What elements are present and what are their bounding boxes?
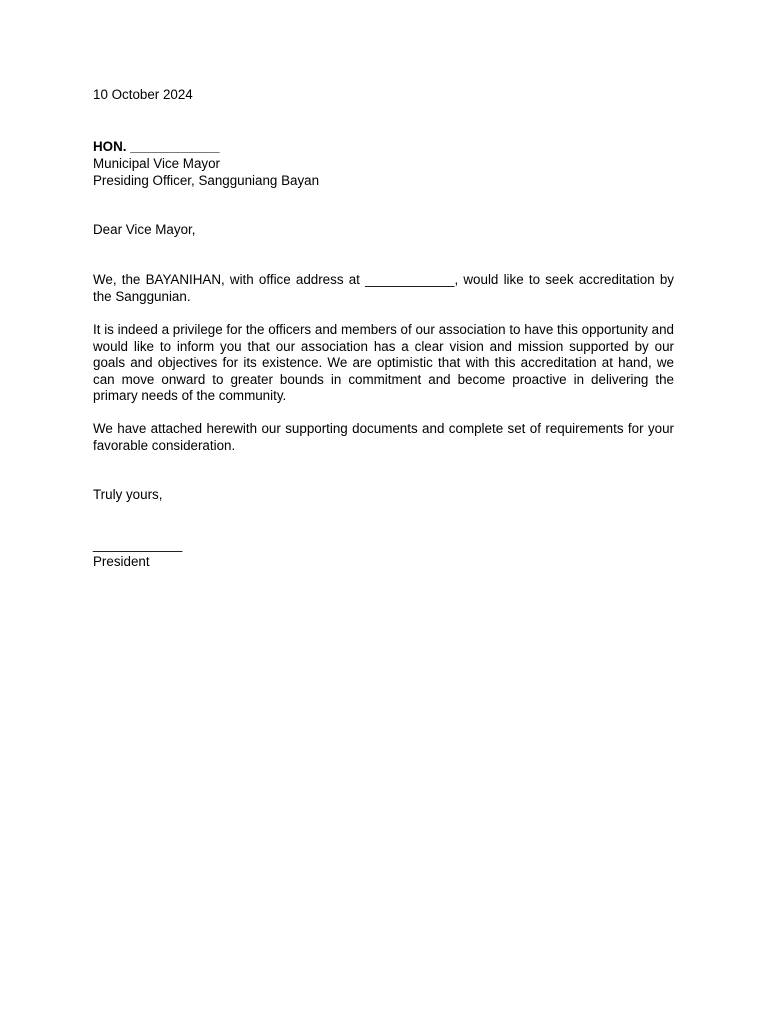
closing: Truly yours,	[93, 487, 163, 502]
signature-line: ____________	[93, 537, 183, 552]
letter-date: 10 October 2024	[93, 87, 193, 102]
body-paragraph-2: It is indeed a privilege for the officers and members of our association to have this opportunity and would like to inform you that our association has a clear vision and mission supported by our goals and objectives for its existence. We are optimistic that with this accreditation at hand, we can move onward to greater bounds in commitment and become proactive in delivering the primary needs of the community.	[93, 322, 674, 404]
body-paragraph-3: We have attached herewith our supporting documents and complete set of requirements for your favorable consideration.	[93, 421, 674, 453]
recipient-office: Presiding Officer, Sangguniang Bayan	[93, 173, 320, 188]
signatory-title: President	[93, 554, 150, 569]
recipient-honorific: HON. ____________	[93, 139, 220, 154]
salutation: Dear Vice Mayor,	[93, 222, 196, 237]
recipient-title: Municipal Vice Mayor	[93, 156, 221, 171]
body-paragraph-1: We, the BAYANIHAN, with office address at ____________, would like to seek accreditation by the Sanggunian.	[93, 272, 674, 304]
